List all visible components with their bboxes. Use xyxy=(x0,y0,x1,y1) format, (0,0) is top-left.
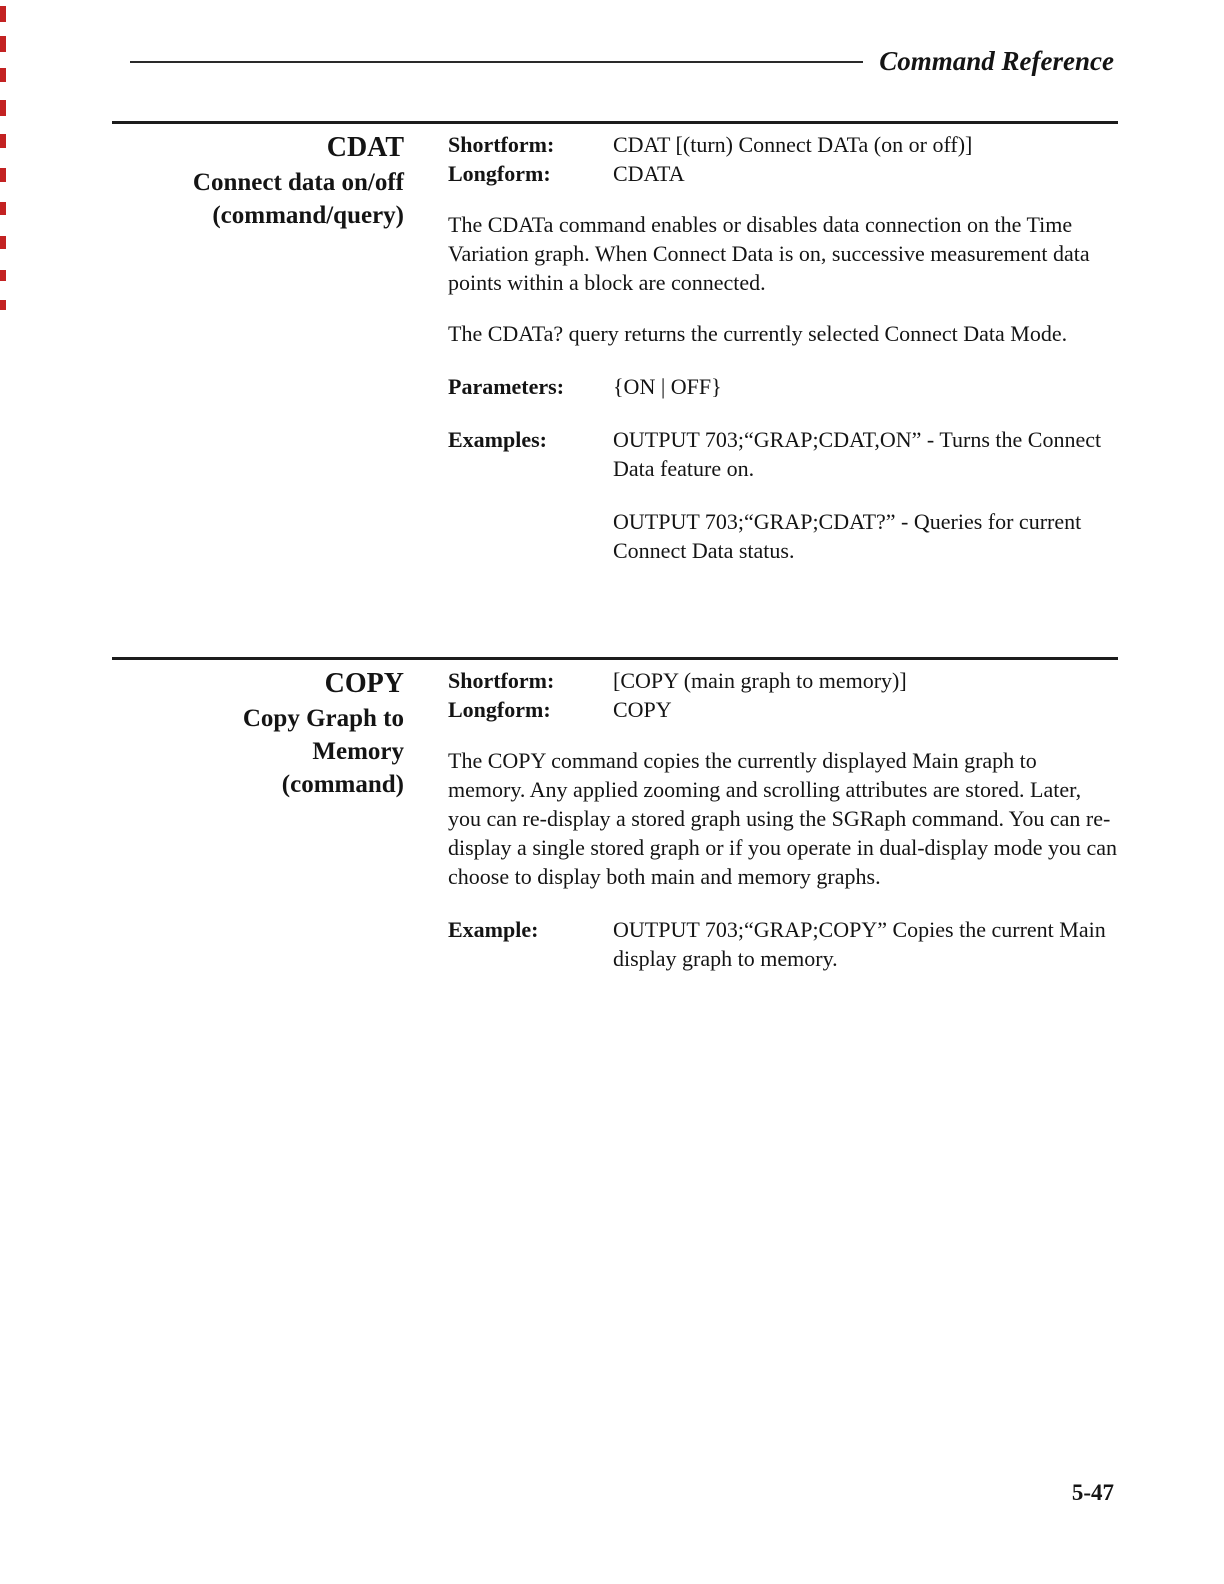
description-paragraph: The CDATa? query returns the currently selected Connect Data Mode. xyxy=(448,321,1068,346)
command-description-line: Connect data on/off xyxy=(192,169,404,196)
command-section-copy xyxy=(112,666,1118,973)
example-value: OUTPUT 703;“GRAP;CDAT,ON” - Turns the Connect Data feature on. xyxy=(613,427,1102,481)
example-value: OUTPUT 703;“GRAP;COPY” Copies the current Main display graph to memory. xyxy=(613,917,1106,971)
scan-artifact xyxy=(0,134,6,148)
longform-value: CDATA xyxy=(613,161,685,186)
command-description-line: Memory xyxy=(312,738,404,765)
parameters-label: Parameters: xyxy=(448,374,565,399)
section-divider xyxy=(112,657,1118,660)
scan-artifact xyxy=(0,270,6,281)
scan-artifact xyxy=(0,202,6,215)
scan-artifact xyxy=(0,300,6,310)
command-description-line: Copy Graph to xyxy=(242,705,404,732)
longform-value: COPY xyxy=(613,697,672,722)
parameters-value: {ON | OFF} xyxy=(613,374,722,399)
section-divider xyxy=(112,121,1118,124)
longform-row xyxy=(448,695,1118,724)
command-name: COPY xyxy=(324,668,404,699)
description-paragraph: The CDATa command enables or disables data connection on the Time Variation graph. When Connect Data is on, successive measurement data points within a block are connected. xyxy=(448,212,1090,295)
page-header xyxy=(130,46,1114,77)
command-body-column xyxy=(448,666,1118,973)
command-type-line: (command) xyxy=(281,771,404,798)
scan-artifact xyxy=(0,36,6,52)
command-term-column xyxy=(112,130,404,232)
command-type-line: (command/query) xyxy=(212,202,404,229)
longform-label: Longform: xyxy=(448,161,551,186)
example-label: Example: xyxy=(448,917,539,942)
scan-artifact xyxy=(0,6,6,22)
page-header-title: Command Reference xyxy=(879,46,1114,76)
example-row xyxy=(448,915,1118,973)
description-paragraph: The COPY command copies the currently displayed Main graph to memory. Any applied zooming and scrolling attributes are stored. Later, you can re-display a stored graph using the SGRaph command. You can re-display a single stored graph or if you operate in dual-display mode you can choose to display both main and memory graphs. xyxy=(448,748,1117,889)
parameters-row xyxy=(448,372,1118,401)
examples-row xyxy=(448,425,1118,483)
shortform-value: [COPY (main graph to memory)] xyxy=(613,668,907,693)
examples-continued-row xyxy=(448,507,1118,565)
longform-label: Longform: xyxy=(448,697,551,722)
shortform-row xyxy=(448,666,1118,695)
scan-artifact xyxy=(0,236,6,249)
command-name: CDAT xyxy=(326,132,404,163)
example-value: OUTPUT 703;“GRAP;CDAT?” - Queries for current Connect Data status. xyxy=(613,509,1082,563)
longform-row xyxy=(448,159,1118,188)
scan-artifact xyxy=(0,68,6,82)
header-rule xyxy=(130,61,863,63)
shortform-row xyxy=(448,130,1118,159)
command-section-cdat xyxy=(112,130,1118,565)
command-term-column xyxy=(112,666,404,801)
shortform-label: Shortform: xyxy=(448,668,555,693)
shortform-label: Shortform: xyxy=(448,132,555,157)
scan-artifact xyxy=(0,168,6,182)
scan-artifact xyxy=(0,100,6,116)
page-number: 5-47 xyxy=(1071,1480,1114,1505)
shortform-value: CDAT [(turn) Connect DATa (on or off)] xyxy=(613,132,973,157)
command-body-column xyxy=(448,130,1118,565)
examples-label: Examples: xyxy=(448,427,547,452)
